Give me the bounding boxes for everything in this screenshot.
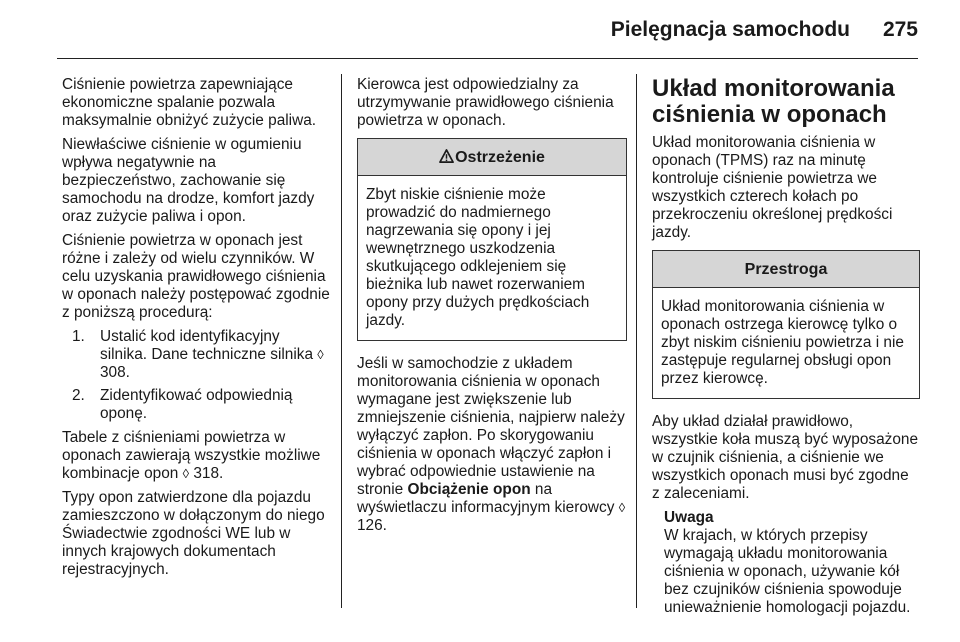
page-reference-icon: ◊ [618, 500, 626, 515]
caution-body: Układ monitorowania ciśnienia w oponach ostrzega kierowcę tylko o zbyt niskim ciśnieniu powietrza i nie zastępuje regularnej obsługi opon przez kierowcę. [661, 298, 904, 387]
page-number: 275 [882, 18, 918, 41]
warning-body: Zbyt niskie ciśnienie może prowadzić do nadmiernego nagrzewania się opony i jej wewnętrznego uszkodzenia skutkującego odklejeniem się bieżnika lub nawet rozerwaniem opony przy dużych prędkościach jazdy. [366, 186, 590, 329]
paragraph: Niewłaściwe ciśnienie w ogumieniu wpływa negatywnie na bezpieczeństwo, zachowanie się samochodu na drodze, komfort jazdy oraz zużycie paliwa i opon. [62, 136, 315, 225]
list-item-text: Ustalić kod identyfikacyjny silnika. Dane techniczne silnika [100, 328, 314, 363]
caution-header: Przestroga [653, 251, 919, 288]
paragraph: Jeśli w samochodzie z układem monitorowania ciśnienia w oponach wymagane jest zwiększenie lub zmniejszenie ciśnienia, najpierw należy wyłączyć zapłon. Po skorygowaniu ciśnienia w oponach włączyć zapłon i wybrać odpowiednie ustawienie na stronie Obciążenie opon na wyświetlaczu informacyjnym kierowcy ◊ 126. [357, 355, 626, 534]
menu-name: Obciążenie opon [407, 481, 531, 498]
warning-box [357, 138, 627, 341]
column-divider [636, 74, 637, 608]
page-title: Pielęgnacja samochodu [610, 18, 850, 41]
page-reference-icon: ◊ [317, 347, 324, 362]
page-reference[interactable]: 318. [193, 465, 224, 482]
list-item [62, 328, 330, 382]
header-rule [57, 58, 918, 59]
column-divider [341, 74, 342, 608]
paragraph: Aby układ działał prawidłowo, wszystkie koła muszą być wyposażone w czujnik ciśnienia, a ciśnienie we wszystkich oponach musi być zgodne z zaleceniami. [652, 413, 919, 502]
paragraph: Typy opon zatwierdzone dla pojazdu zamieszczono w dołączonym do niego Świadectwie zgodności WE lub w innych krajowych dokumentach rejestracyjnych. [62, 489, 325, 578]
list-item-text: Zidentyfikować odpowiednią oponę. [100, 387, 293, 422]
page-reference-icon: ◊ [182, 466, 190, 481]
list-item [62, 387, 330, 423]
column-right [652, 76, 920, 617]
note-box [652, 509, 920, 617]
column-middle [357, 76, 627, 541]
note-title: Uwaga [664, 509, 714, 526]
section-title: Układ monitorowania ciśnienia w oponach [652, 75, 895, 128]
page-reference[interactable]: 308. [100, 364, 130, 381]
paragraph: Ciśnienie powietrza zapewniające ekonomiczne spalanie pozwala maksymalnie obniżyć zużycie paliwa. [62, 76, 317, 129]
note-body: W krajach, w których przepisy wymagają układu monitorowania ciśnienia w oponach, używanie kół bez czujników ciśnienia spowoduje unieważnienie homologacji pojazdu. [664, 527, 911, 616]
paragraph: Kierowca jest odpowiedzialny za utrzymywanie prawidłowego ciśnienia powietrza w oponach. [357, 76, 614, 129]
warning-title: Ostrzeżenie [455, 149, 545, 166]
column-left [62, 76, 330, 585]
list-item-number: 1. [72, 328, 85, 345]
page-header [0, 0, 960, 62]
paragraph: Tabele z ciśnieniami powietrza w oponach zawierają wszystkie możliwe kombinacje opon ◊ 318. [62, 429, 321, 482]
warning-header [358, 139, 626, 176]
paragraph: Układ monitorowania ciśnienia w oponach (TPMS) raz na minutę kontroluje ciśnienie powietrza we wszystkich czterech kołach po przekroczeniu określonej prędkości jazdy. [652, 134, 893, 241]
caution-box [652, 250, 920, 399]
warning-triangle-icon [439, 149, 454, 164]
page-reference[interactable]: 126. [357, 517, 387, 534]
list-item-number: 2. [72, 387, 85, 404]
procedure-list [62, 328, 330, 423]
paragraph: Ciśnienie powietrza w oponach jest różne i zależy od wielu czynników. W celu uzyskania prawidłowego ciśnienia w oponach należy postępować zgodnie z poniższą procedurą: [62, 232, 330, 321]
